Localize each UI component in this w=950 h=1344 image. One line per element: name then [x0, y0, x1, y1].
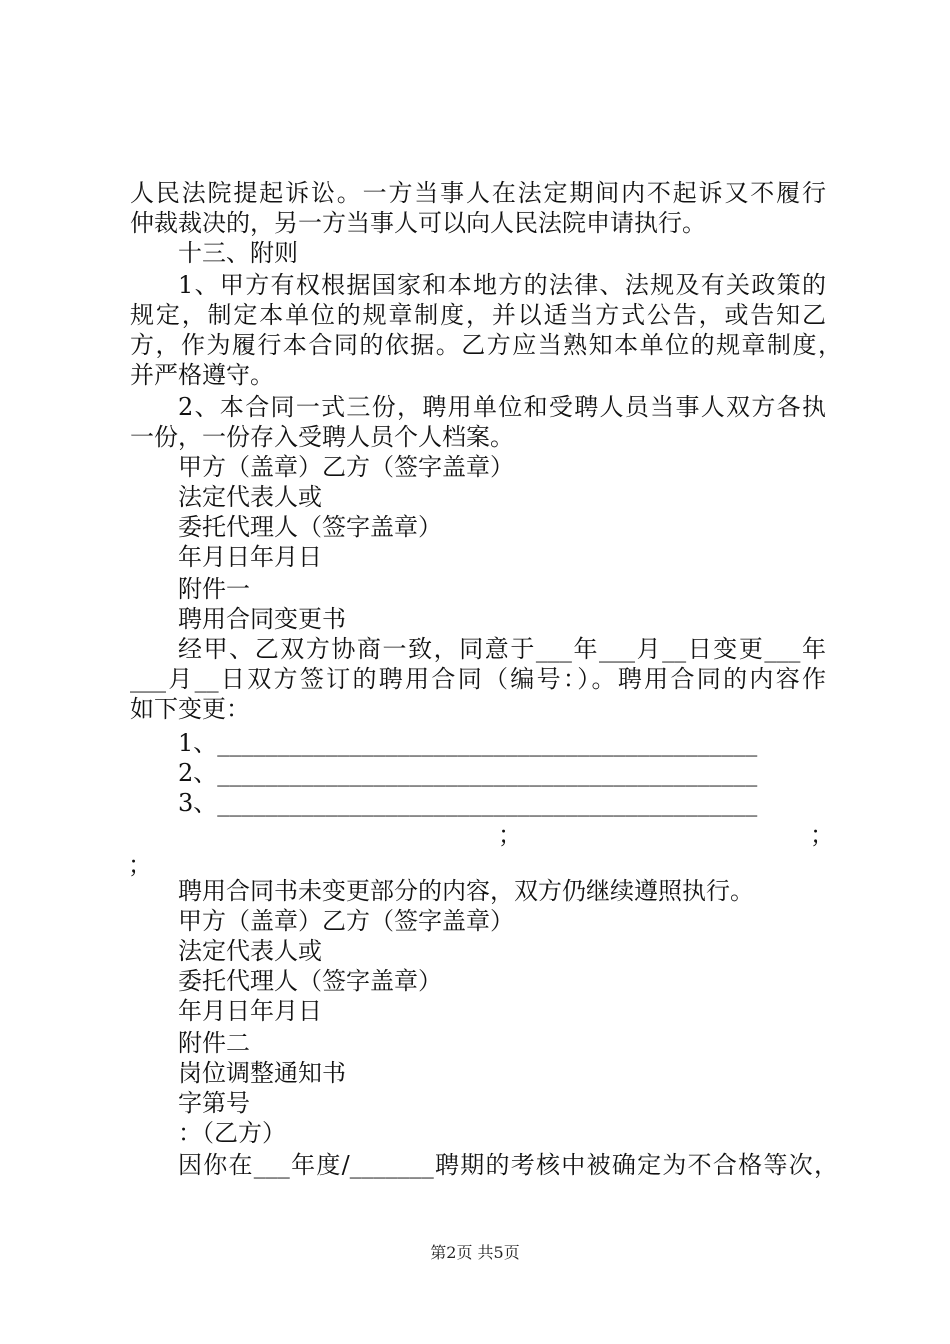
- section-heading: 十三、附则: [178, 239, 298, 267]
- semicolon: ；: [128, 851, 152, 879]
- signature-line: 法定代表人或: [178, 483, 322, 511]
- date-line: 年月日年月日: [178, 997, 322, 1025]
- text-line: 2、本合同一式三份，聘用单位和受聘人员当事人双方各执: [178, 393, 826, 421]
- date-line: 年月日年月日: [178, 543, 322, 571]
- text-line: 并严格遵守。: [130, 361, 274, 389]
- attachment-heading: 附件二: [178, 1029, 250, 1057]
- blank-item: 1、_____________________________________________: [178, 729, 758, 757]
- text-line: 经甲、乙双方协商一致，同意于___年___月__日变更___年: [178, 635, 826, 663]
- page-footer: 第2页 共5页: [430, 1243, 520, 1262]
- text-line: 仲裁裁决的，另一方当事人可以向人民法院申请执行。: [130, 209, 706, 237]
- text-line: 人民法院提起诉讼。一方当事人在法定期间内不起诉又不履行: [130, 179, 826, 207]
- blank-item: 3、_____________________________________________: [178, 789, 758, 817]
- text-line: 一份，一份存入受聘人员个人档案。: [130, 423, 514, 451]
- semicolon: ；: [810, 821, 834, 849]
- text-line: 如下变更：: [130, 695, 250, 723]
- signature-line: 法定代表人或: [178, 937, 322, 965]
- text-line: 1、甲方有权根据国家和本地方的法律、法规及有关政策的: [178, 271, 826, 299]
- text-line: 聘用合同书未变更部分的内容，双方仍继续遵照执行。: [178, 877, 754, 905]
- text-line: ：（乙方）: [178, 1119, 286, 1147]
- text-line: 规定，制定本单位的规章制度，并以适当方式公告，或告知乙: [130, 301, 826, 329]
- signature-line: 委托代理人（签字盖章）: [178, 513, 442, 541]
- text-line: 方，作为履行本合同的依据。乙方应当熟知本单位的规章制度，: [130, 331, 842, 359]
- signature-line: 甲方（盖章）乙方（签字盖章）: [178, 907, 514, 935]
- signature-line: 委托代理人（签字盖章）: [178, 967, 442, 995]
- text-line: 因你在___年度/_______聘期的考核中被确定为不合格等次，: [178, 1151, 838, 1179]
- attachment-heading: 附件一: [178, 575, 250, 603]
- semicolon: ；: [498, 821, 522, 849]
- signature-line: 甲方（盖章）乙方（签字盖章）: [178, 453, 514, 481]
- attachment-title: 岗位调整通知书: [178, 1059, 346, 1087]
- text-line: ___月__日双方签订的聘用合同（编号：）。聘用合同的内容作: [130, 665, 826, 693]
- text-line: 字第号: [178, 1089, 250, 1117]
- blank-item: 2、_____________________________________________: [178, 759, 758, 787]
- attachment-title: 聘用合同变更书: [178, 605, 346, 633]
